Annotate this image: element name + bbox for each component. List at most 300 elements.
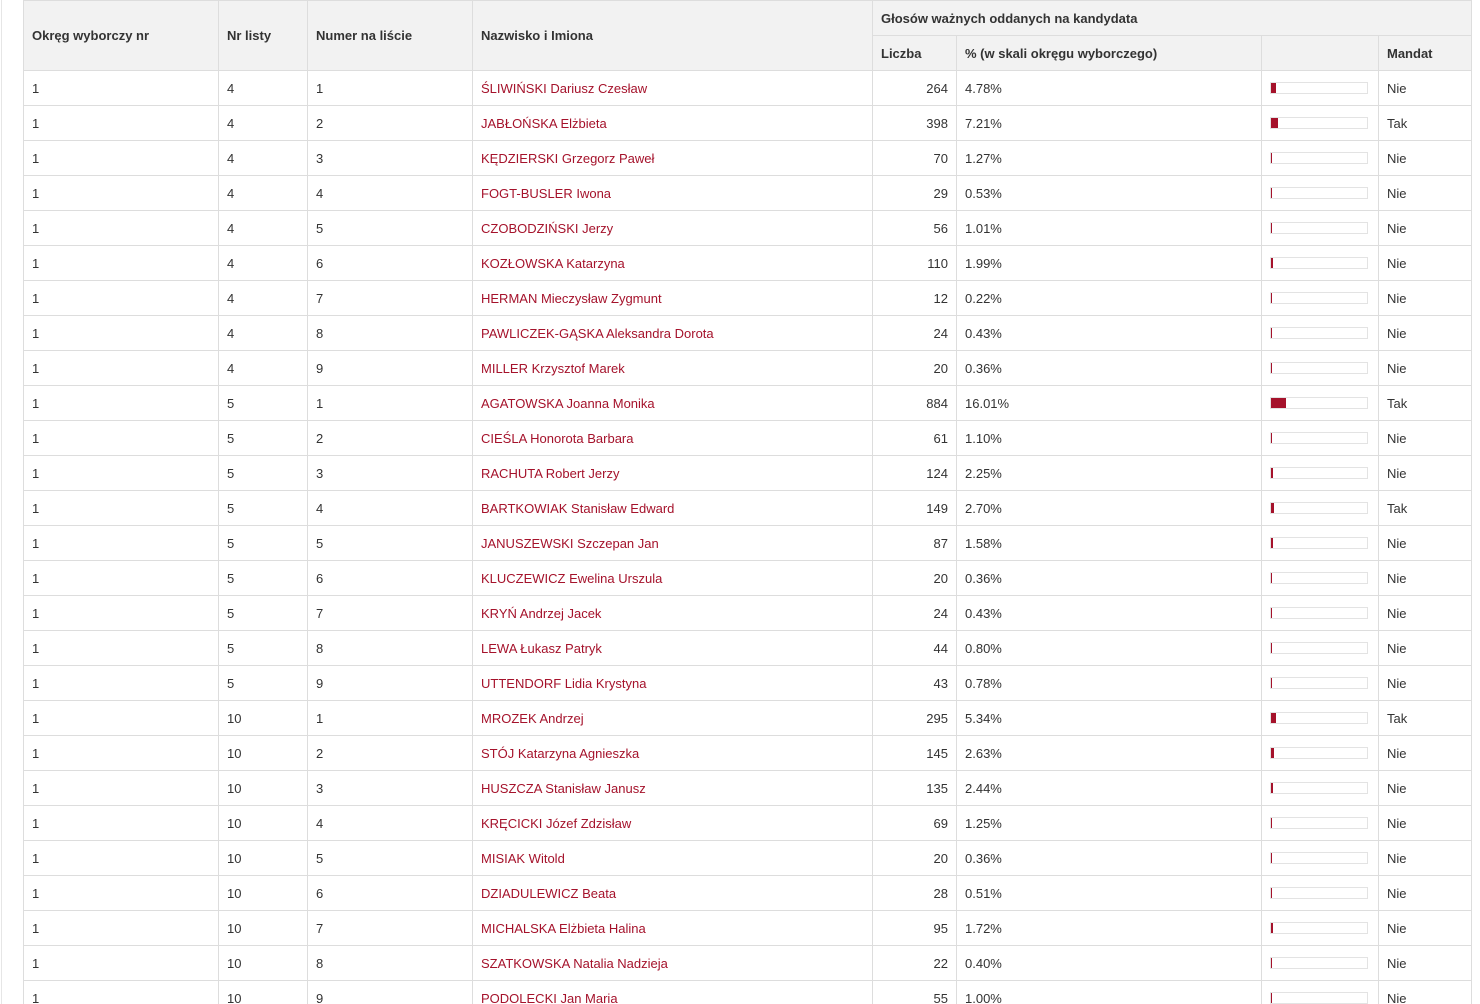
cell-share-bar [1262,106,1379,141]
cell-share-bar [1262,561,1379,596]
candidate-link[interactable]: KRĘCICKI Józef Zdzisław [481,815,632,831]
cell-liczba: 20 [873,351,957,386]
table-row [24,246,1472,281]
cell-procent: 1.01% [957,211,1262,246]
cell-procent: 1.72% [957,911,1262,946]
cell-nazwisko [473,981,873,1004]
share-bar-fill [1271,188,1272,198]
table-row [24,806,1472,841]
cell-okreg: 1 [24,316,219,351]
cell-liczba: 69 [873,806,957,841]
cell-mandat: Tak [1379,106,1472,141]
candidate-link[interactable]: KLUCZEWICZ Ewelina Urszula [481,570,663,586]
cell-nazwisko [473,876,873,911]
cell-nr-listy: 4 [219,246,308,281]
cell-mandat: Nie [1379,841,1472,876]
share-bar-fill [1271,643,1272,653]
table-body [24,71,1472,1004]
cell-nr-listy: 5 [219,596,308,631]
candidate-link[interactable]: STÓJ Katarzyna Agnieszka [481,745,640,761]
share-bar-track [1270,187,1368,199]
cell-liczba: 56 [873,211,957,246]
cell-nr-listy: 4 [219,141,308,176]
table-row [24,561,1472,596]
cell-numer: 8 [308,631,473,666]
cell-share-bar [1262,421,1379,456]
cell-procent: 1.27% [957,141,1262,176]
cell-numer: 9 [308,981,473,1004]
cell-okreg: 1 [24,946,219,981]
share-bar-fill [1271,83,1276,93]
cell-nr-listy: 10 [219,911,308,946]
cell-liczba: 124 [873,456,957,491]
cell-procent: 0.36% [957,841,1262,876]
share-bar-track [1270,397,1368,409]
table-row [24,771,1472,806]
cell-numer: 4 [308,806,473,841]
header-glosy-group: Głosów ważnych oddanych na kandydata [873,1,1472,36]
cell-procent: 2.63% [957,736,1262,771]
cell-mandat: Nie [1379,736,1472,771]
cell-mandat: Nie [1379,176,1472,211]
cell-numer: 3 [308,771,473,806]
cell-okreg: 1 [24,701,219,736]
cell-liczba: 398 [873,106,957,141]
candidates-results-table [23,0,1472,1004]
cell-mandat: Tak [1379,386,1472,421]
candidate-link[interactable]: DZIADULEWICZ Beata [481,885,617,901]
share-bar-track [1270,852,1368,864]
cell-mandat: Nie [1379,981,1472,1004]
cell-share-bar [1262,211,1379,246]
share-bar-track [1270,607,1368,619]
cell-nazwisko [473,841,873,876]
candidate-link[interactable]: CZOBODZIŃSKI Jerzy [481,220,614,236]
share-bar-fill [1271,118,1278,128]
share-bar-track [1270,362,1368,374]
share-bar-fill [1271,433,1272,443]
table-row [24,281,1472,316]
share-bar-fill [1271,468,1273,478]
cell-numer: 5 [308,526,473,561]
cell-liczba: 24 [873,596,957,631]
cell-procent: 0.36% [957,351,1262,386]
candidate-link[interactable]: JANUSZEWSKI Szczepan Jan [481,535,659,551]
cell-mandat: Nie [1379,806,1472,841]
cell-numer: 1 [308,701,473,736]
cell-share-bar [1262,491,1379,526]
table-row [24,316,1472,351]
cell-nr-listy: 4 [219,71,308,106]
cell-numer: 9 [308,666,473,701]
candidate-link[interactable]: PODOLECKI Jan Maria [481,990,618,1004]
cell-numer: 7 [308,281,473,316]
cell-nr-listy: 10 [219,841,308,876]
table-header [24,1,1472,71]
share-bar-track [1270,712,1368,724]
cell-nr-listy: 5 [219,561,308,596]
cell-nazwisko [473,141,873,176]
cell-numer: 8 [308,946,473,981]
cell-okreg: 1 [24,631,219,666]
cell-mandat: Tak [1379,701,1472,736]
cell-share-bar [1262,981,1379,1004]
table-row [24,526,1472,561]
cell-numer: 7 [308,911,473,946]
cell-procent: 0.22% [957,281,1262,316]
share-bar-fill [1271,923,1273,933]
cell-okreg: 1 [24,876,219,911]
cell-procent: 4.78% [957,71,1262,106]
cell-okreg: 1 [24,736,219,771]
share-bar-track [1270,502,1368,514]
cell-liczba: 12 [873,281,957,316]
table-row [24,141,1472,176]
share-bar-fill [1271,993,1272,1003]
cell-numer: 2 [308,736,473,771]
cell-nr-listy: 4 [219,351,308,386]
share-bar-track [1270,992,1368,1004]
cell-nazwisko [473,106,873,141]
cell-liczba: 110 [873,246,957,281]
cell-nazwisko [473,526,873,561]
share-bar-track [1270,257,1368,269]
share-bar-fill [1271,713,1276,723]
cell-nr-listy: 5 [219,491,308,526]
cell-share-bar [1262,281,1379,316]
cell-liczba: 264 [873,71,957,106]
cell-procent: 0.40% [957,946,1262,981]
cell-mandat: Nie [1379,141,1472,176]
cell-numer: 2 [308,421,473,456]
cell-okreg: 1 [24,666,219,701]
cell-mandat: Nie [1379,71,1472,106]
table-row [24,911,1472,946]
share-bar-fill [1271,398,1286,408]
cell-okreg: 1 [24,911,219,946]
table-row [24,421,1472,456]
cell-nazwisko [473,806,873,841]
cell-share-bar [1262,71,1379,106]
share-bar-fill [1271,223,1272,233]
cell-numer: 4 [308,176,473,211]
cell-procent: 1.00% [957,981,1262,1004]
share-bar-track [1270,82,1368,94]
share-bar-track [1270,922,1368,934]
table-row [24,106,1472,141]
table-row [24,386,1472,421]
table-row [24,946,1472,981]
cell-liczba: 135 [873,771,957,806]
cell-mandat: Nie [1379,211,1472,246]
cell-procent: 5.34% [957,701,1262,736]
cell-nr-listy: 10 [219,806,308,841]
cell-nr-listy: 10 [219,736,308,771]
table-row [24,736,1472,771]
cell-share-bar [1262,631,1379,666]
share-bar-fill [1271,258,1273,268]
cell-liczba: 29 [873,176,957,211]
cell-procent: 0.36% [957,561,1262,596]
cell-nazwisko [473,561,873,596]
cell-okreg: 1 [24,211,219,246]
candidate-link[interactable]: JABŁOŃSKA Elżbieta [481,115,607,131]
cell-nazwisko [473,211,873,246]
cell-okreg: 1 [24,596,219,631]
cell-nr-listy: 4 [219,281,308,316]
cell-liczba: 295 [873,701,957,736]
cell-share-bar [1262,176,1379,211]
candidate-link[interactable]: MICHALSKA Elżbieta Halina [481,920,646,936]
cell-mandat: Nie [1379,316,1472,351]
cell-liczba: 20 [873,841,957,876]
cell-nazwisko [473,491,873,526]
table-row [24,876,1472,911]
cell-share-bar [1262,526,1379,561]
cell-liczba: 149 [873,491,957,526]
table-row [24,211,1472,246]
cell-nr-listy: 4 [219,316,308,351]
cell-mandat: Nie [1379,456,1472,491]
table-row [24,596,1472,631]
cell-numer: 1 [308,71,473,106]
header-nr-listy[interactable]: Nr listy [219,1,308,71]
share-bar-fill [1271,503,1274,513]
cell-numer: 6 [308,246,473,281]
cell-procent: 1.58% [957,526,1262,561]
cell-nr-listy: 4 [219,176,308,211]
cell-liczba: 145 [873,736,957,771]
share-bar-fill [1271,818,1272,828]
header-okreg[interactable]: Okręg wyborczy nr [24,1,219,71]
cell-okreg: 1 [24,981,219,1004]
candidate-link[interactable]: MROZEK Andrzej [481,710,584,726]
cell-procent: 2.44% [957,771,1262,806]
cell-nr-listy: 5 [219,631,308,666]
cell-nr-listy: 5 [219,666,308,701]
cell-share-bar [1262,736,1379,771]
candidate-link[interactable]: MISIAK Witold [481,850,565,866]
candidate-link[interactable]: MILLER Krzysztof Marek [481,360,625,376]
candidate-link[interactable]: LEWA Łukasz Patryk [481,640,602,656]
cell-numer: 3 [308,456,473,491]
cell-procent: 1.25% [957,806,1262,841]
cell-okreg: 1 [24,281,219,316]
cell-share-bar [1262,386,1379,421]
candidate-link[interactable]: RACHUTA Robert Jerzy [481,465,620,481]
cell-nr-listy: 4 [219,211,308,246]
cell-okreg: 1 [24,106,219,141]
cell-liczba: 70 [873,141,957,176]
header-numer-na-liscie[interactable]: Numer na liście [308,1,473,71]
cell-okreg: 1 [24,421,219,456]
header-mandat[interactable]: Mandat [1379,36,1472,71]
cell-procent: 1.10% [957,421,1262,456]
cell-share-bar [1262,246,1379,281]
cell-nazwisko [473,246,873,281]
cell-nr-listy: 10 [219,876,308,911]
table-row [24,666,1472,701]
cell-numer: 7 [308,596,473,631]
cell-mandat: Nie [1379,421,1472,456]
share-bar-track [1270,817,1368,829]
candidate-link[interactable]: CIEŚLA Honorota Barbara [481,430,634,446]
cell-mandat: Nie [1379,281,1472,316]
cell-mandat: Nie [1379,561,1472,596]
table-row [24,71,1472,106]
cell-mandat: Nie [1379,946,1472,981]
cell-numer: 1 [308,386,473,421]
cell-liczba: 22 [873,946,957,981]
cell-nr-listy: 5 [219,421,308,456]
cell-nazwisko [473,946,873,981]
cell-okreg: 1 [24,351,219,386]
cell-nr-listy: 5 [219,526,308,561]
table-row [24,631,1472,666]
cell-procent: 2.70% [957,491,1262,526]
cell-share-bar [1262,351,1379,386]
cell-nr-listy: 5 [219,386,308,421]
cell-nazwisko [473,631,873,666]
cell-mandat: Nie [1379,876,1472,911]
candidate-link[interactable]: UTTENDORF Lidia Krystyna [481,675,647,691]
cell-okreg: 1 [24,71,219,106]
header-nazwisko[interactable]: Nazwisko i Imiona [473,1,873,71]
cell-nr-listy: 5 [219,456,308,491]
cell-okreg: 1 [24,176,219,211]
left-edge-divider [1,0,2,1004]
share-bar-track [1270,642,1368,654]
cell-procent: 2.25% [957,456,1262,491]
cell-nazwisko [473,281,873,316]
cell-share-bar [1262,946,1379,981]
candidate-link[interactable]: SZATKOWSKA Natalia Nadzieja [481,955,668,971]
share-bar-fill [1271,783,1273,793]
cell-okreg: 1 [24,491,219,526]
candidate-link[interactable]: ŚLIWIŃSKI Dariusz Czesław [481,80,648,96]
share-bar-fill [1271,748,1274,758]
candidate-link[interactable]: PAWLICZEK-GĄSKA Aleksandra Dorota [481,325,714,341]
cell-numer: 5 [308,211,473,246]
cell-share-bar [1262,911,1379,946]
share-bar-track [1270,957,1368,969]
cell-procent: 1.99% [957,246,1262,281]
share-bar-fill [1271,538,1273,548]
share-bar-track [1270,117,1368,129]
table-row [24,841,1472,876]
cell-procent: 0.43% [957,596,1262,631]
cell-numer: 3 [308,141,473,176]
candidate-link[interactable]: HUSZCZA Stanisław Janusz [481,780,646,796]
cell-okreg: 1 [24,771,219,806]
cell-procent: 7.21% [957,106,1262,141]
table-row [24,351,1472,386]
cell-numer: 6 [308,561,473,596]
cell-mandat: Nie [1379,771,1472,806]
cell-liczba: 87 [873,526,957,561]
table-row [24,981,1472,1004]
cell-mandat: Nie [1379,596,1472,631]
table-row [24,456,1472,491]
cell-nazwisko [473,736,873,771]
cell-procent: 0.78% [957,666,1262,701]
cell-okreg: 1 [24,141,219,176]
share-bar-fill [1271,153,1272,163]
cell-liczba: 44 [873,631,957,666]
share-bar-track [1270,782,1368,794]
cell-liczba: 61 [873,421,957,456]
cell-liczba: 884 [873,386,957,421]
header-row-primary [24,1,1472,36]
header-bar [1262,36,1379,71]
cell-nazwisko [473,71,873,106]
cell-okreg: 1 [24,561,219,596]
cell-share-bar [1262,316,1379,351]
cell-mandat: Tak [1379,491,1472,526]
cell-mandat: Nie [1379,351,1472,386]
cell-nazwisko [473,176,873,211]
cell-share-bar [1262,666,1379,701]
share-bar-track [1270,292,1368,304]
candidate-link[interactable]: KRYŃ Andrzej Jacek [481,605,602,621]
candidate-link[interactable]: KOZŁOWSKA Katarzyna [481,255,625,271]
cell-procent: 0.53% [957,176,1262,211]
cell-numer: 8 [308,316,473,351]
header-liczba[interactable]: Liczba [873,36,957,71]
cell-share-bar [1262,456,1379,491]
cell-liczba: 20 [873,561,957,596]
cell-liczba: 95 [873,911,957,946]
cell-nr-listy: 10 [219,701,308,736]
candidate-link[interactable]: HERMAN Mieczysław Zygmunt [481,290,662,306]
cell-nazwisko [473,316,873,351]
share-bar-track [1270,677,1368,689]
cell-liczba: 24 [873,316,957,351]
cell-nr-listy: 10 [219,981,308,1004]
cell-okreg: 1 [24,526,219,561]
header-procent[interactable]: % (w skali okręgu wyborczego) [957,36,1262,71]
cell-share-bar [1262,841,1379,876]
cell-nazwisko [473,386,873,421]
share-bar-fill [1271,678,1272,688]
candidate-link[interactable]: FOGT-BUSLER Iwona [481,185,612,201]
cell-nazwisko [473,771,873,806]
cell-procent: 0.80% [957,631,1262,666]
candidate-link[interactable]: KĘDZIERSKI Grzegorz Paweł [481,150,655,166]
candidate-link[interactable]: BARTKOWIAK Stanisław Edward [481,500,675,516]
cell-okreg: 1 [24,246,219,281]
cell-mandat: Nie [1379,631,1472,666]
cell-nazwisko [473,701,873,736]
cell-mandat: Nie [1379,246,1472,281]
cell-share-bar [1262,771,1379,806]
candidate-link[interactable]: AGATOWSKA Joanna Monika [481,395,655,411]
cell-share-bar [1262,141,1379,176]
cell-share-bar [1262,876,1379,911]
share-bar-track [1270,537,1368,549]
cell-nazwisko [473,421,873,456]
table-row [24,701,1472,736]
share-bar-track [1270,152,1368,164]
cell-numer: 5 [308,841,473,876]
share-bar-track [1270,572,1368,584]
cell-nazwisko [473,351,873,386]
cell-liczba: 28 [873,876,957,911]
cell-share-bar [1262,596,1379,631]
cell-okreg: 1 [24,456,219,491]
cell-nr-listy: 10 [219,946,308,981]
cell-mandat: Nie [1379,526,1472,561]
